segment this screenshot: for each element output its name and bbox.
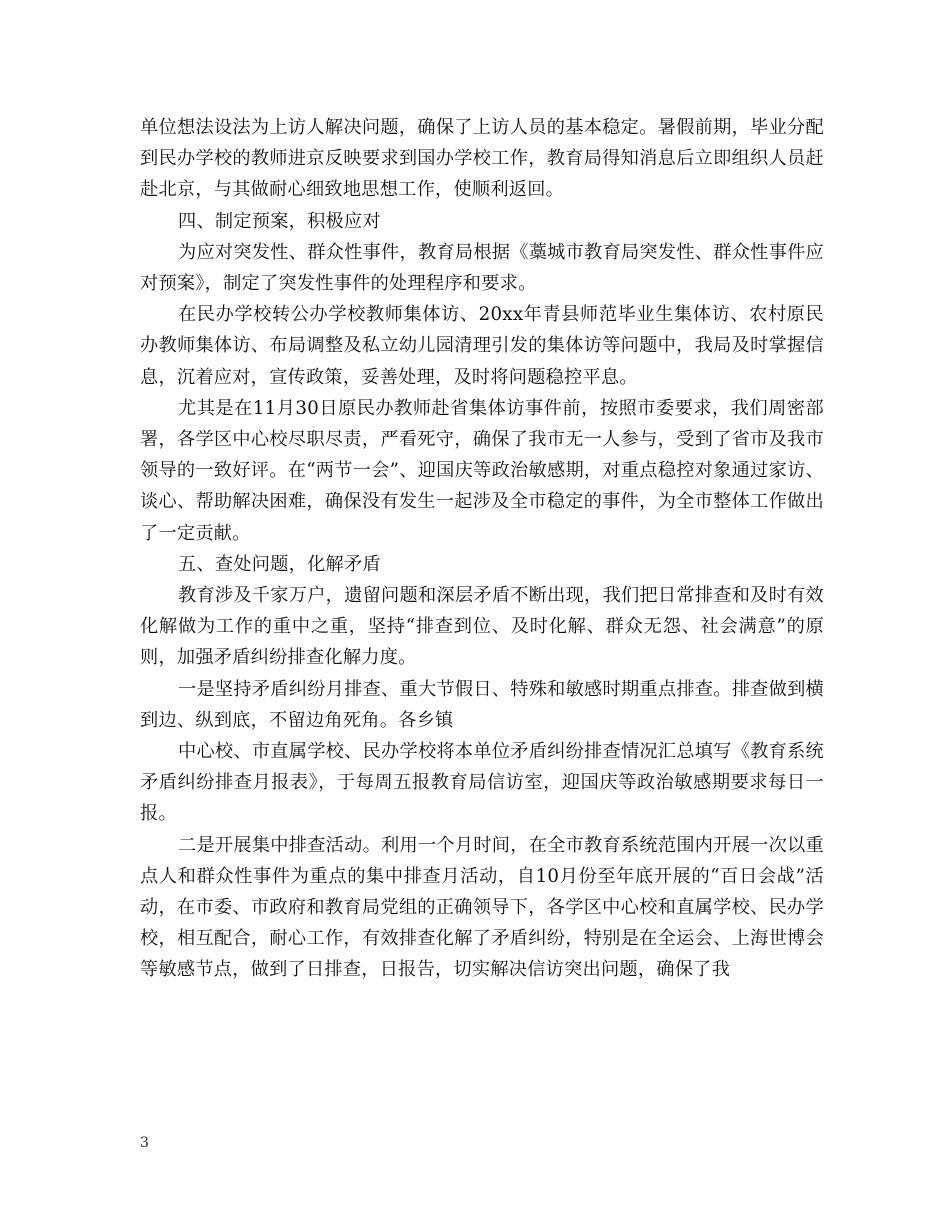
section-heading: 四、制定预案，积极应对 (178, 210, 381, 232)
paragraph: 尤其是在11月30日原民办教师赴省集体访事件前，按照市委要求，我们周密部署，各学区中心校尽职尽责，严看死守，确保了我市无一人参与，受到了省市及我市领导的一致好评。在“两节一会”、迎国庆等政治敏感期，对重点稳控对象通过家访、谈心、帮助解决困难，确保没有发生一起涉及全市稳定的事件，为全市整体工作做出了一定贡献。 (140, 397, 824, 544)
paragraph: 在民办学校转公办学校教师集体访、20xx年青县师范毕业生集体访、农村原民办教师集体访、布局调整及私立幼儿园清理引发的集体访等问题中，我局及时掌握信息，沉着应对，宣传政策，妥善处理，及时将问题稳控平息。 (140, 304, 824, 388)
paragraph: 为应对突发性、群众性事件，教育局根据《藁城市教育局突发性、群众性事件应对预案》，制定了突发性事件的处理程序和要求。 (140, 241, 824, 295)
paragraph: 二是开展集中排查活动。利用一个月时间，在全市教育系统范围内开展一次以重点人和群众性事件为重点的集中排查月活动，自10月份至年底开展的“百日会战”活动，在市委、市政府和教育局党组的正确领导下，各学区中心校和直属学校、民办学校，相互配合，耐心工作，有效排查化解了矛盾纠纷，特别是在全运会、上海世博会等敏感节点，做到了日排查，日报告，切实解决信访突出问题，确保了我 (140, 834, 824, 981)
paragraph: 一是坚持矛盾纠纷月排查、重大节假日、特殊和敏感时期重点排查。排查做到横到边、纵到底，不留边角死角。各乡镇 (140, 678, 824, 731)
document-body (140, 112, 824, 986)
page-number: 3 (140, 1135, 149, 1151)
paragraph: 中心校、市直属学校、民办学校将本单位矛盾纠纷排查情况汇总填写《教育系统矛盾纠纷排查月报表》，于每周五报教育局信访室，迎国庆等政治敏感期要求每日一报。 (140, 741, 824, 825)
paragraph: 教育涉及千家万户，遗留问题和深层矛盾不断出现，我们把日常排查和及时有效化解做为工作的重中之重，坚持“排查到位、及时化解、群众无怨、社会满意”的原则，加强矛盾纠纷排查化解力度。 (140, 585, 824, 669)
paragraph: 单位想法设法为上访人解决问题，确保了上访人员的基本稳定。暑假前期，毕业分配到民办学校的教师进京反映要求到国办学校工作，教育局得知消息后立即组织人员赶赴北京，与其做耐心细致地思想工作，使顺利返回。 (140, 117, 824, 201)
section-heading: 五、查处问题，化解矛盾 (178, 553, 381, 575)
